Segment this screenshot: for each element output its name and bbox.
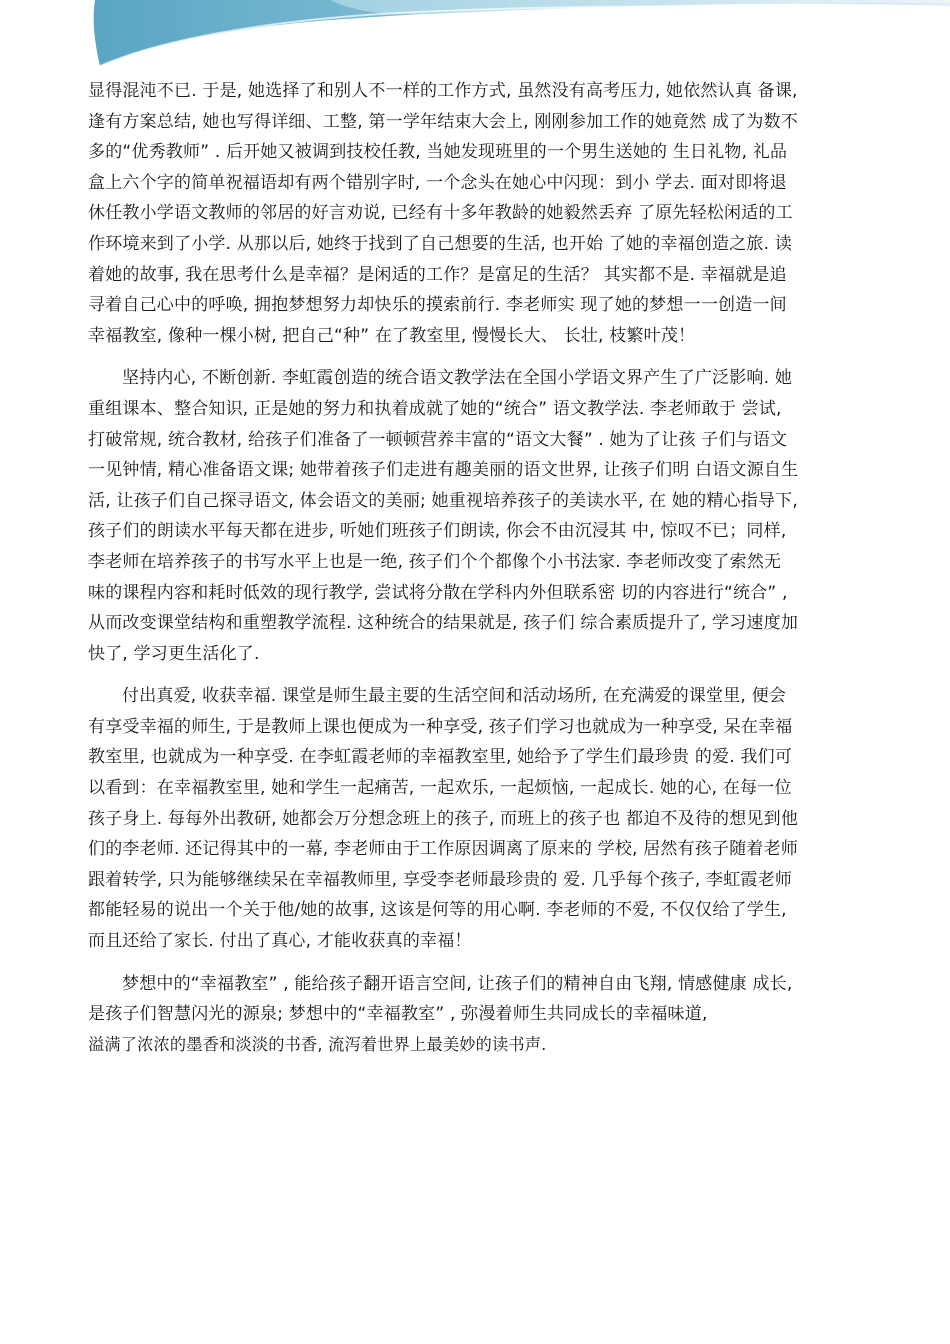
text-line: 幸福教室, 像种一棵小树, 把自己“种” 在了教室里, 慢慢长大、 长壮, 枝繁叶茂！: [88, 325, 696, 346]
text-line: 而且还给了家长. 付出了真心, 才能收获真的幸福！: [88, 931, 472, 952]
paragraph-3: [88, 681, 878, 956]
document-body: [88, 76, 878, 1060]
text-line: 们的李老师. 还记得其中的一幕, 李老师由于工作原因调离了原来的 学校, 居然有孩子随着老师: [88, 839, 799, 860]
text-line: 作环境来到了小学. 从那以后, 她终于找到了自己想要的生活, 也开始 了她的幸福创造之旅. 读: [88, 233, 793, 254]
text-line: 盒上六个字的简单祝福语却有两个错别字时, 一个念头在她心中闪现：到小 学去. 面对即将退: [88, 172, 787, 193]
text-line: 着她的故事, 我在思考什么是幸福？是闲适的工作？是富足的生活？ 其实都不是. 幸福就是追: [88, 264, 787, 285]
text-line: 是孩子们智慧闪光的源泉; 梦想中的“幸福教室” , 弥漫着师生共同成长的幸福味道,: [88, 1004, 708, 1025]
text-line: 重组课本、整合知识, 正是她的努力和执着成就了她的“统合” 语文教学法. 李老师敢于 尝试,: [88, 398, 782, 419]
paragraph-2: [88, 363, 878, 669]
text-line: 味的课程内容和耗时低效的现行教学, 尝试将分散在学科内外但联系密 切的内容进行“统合” ,: [88, 582, 788, 603]
text-line: 李老师在培养孩子的书写水平上也是一绝, 孩子们个个都像个小书法家. 李老师改变了索然无: [88, 551, 782, 572]
text-line: 跟着转学, 只为能够继续呆在幸福教师里, 享受李老师最珍贵的 爱. 几乎每个孩子, 李虹霞老师: [88, 869, 793, 890]
text-line: 孩子们的朗读水平每天都在进步, 听她们班孩子们朗读, 你会不由沉浸其 中, 惊叹不已；同样,: [88, 521, 787, 542]
text-line: 梦想中的“幸福教室” , 能给孩子翻开语言空间, 让孩子们的精神自由飞翔, 情感健康 成长,: [122, 973, 793, 994]
text-line: 快了, 学习更生活化了.: [88, 643, 260, 664]
text-line: 从而改变课堂结构和重塑教学流程. 这种统合的结果就是, 孩子们 综合素质提升了, 学习速度加: [88, 613, 799, 634]
paragraph-4: [88, 969, 878, 1061]
text-line: 以看到：在幸福教室里, 她和学生一起痛苦, 一起欢乐, 一起烦恼, 一起成长. 她的心, 在每一位: [88, 778, 792, 799]
text-line: 打破常规, 统合教材, 给孩子们准备了一顿顿营养丰富的“语文大餐” . 她为了让孩 子们与语文: [88, 429, 788, 450]
text-line: 都能轻易的说出一个关于他/她的故事, 这该是何等的用心啊. 李老师的不爱, 不仅仅给了学生,: [88, 900, 787, 921]
text-line: 教室里, 也就成为一种享受. 在李虹霞老师的幸福教室里, 她给予了学生们最珍贵 的爱. 我们可: [88, 747, 793, 768]
header-wave-decoration: [0, 0, 950, 70]
text-line: 显得混沌不已. 于是, 她选择了和别人不一样的工作方式, 虽然没有高考压力, 她依然认真 备课,: [88, 81, 798, 101]
text-line: 休任教小学语文教师的邻居的好言劝说, 已经有十多年教龄的她毅然丢弃 了原先轻松闲适的工: [88, 203, 793, 224]
text-line: 一见钟情, 精心准备语文课; 她带着孩子们走进有趣美丽的语文世界, 让孩子们明 白语文源自生: [88, 460, 799, 481]
paragraph-1: [88, 76, 878, 351]
text-line: 溢满了浓浓的墨香和淡淡的书香, 流泻着世界上最美妙的读书声.: [88, 1034, 547, 1054]
text-line: 多的“优秀教师” . 后开她又被调到技校任教, 当她发现班里的一个男生送她的 生日礼物, 礼品: [88, 142, 788, 163]
text-line: 坚持内心, 不断创新. 李虹霞创造的统合语文教学法在全国小学语文界产生了广泛影响. 她: [122, 368, 793, 389]
text-line: 活, 让孩子们自己探寻语文, 体会语文的美丽; 她重视培养孩子的美读水平, 在 她的精心指导下,: [88, 490, 798, 511]
text-line: 有享受幸福的师生, 于是教师上课也便成为一种享受, 孩子们学习也就成为一种享受, 呆在幸福: [88, 716, 793, 737]
text-line: 寻着自己心中的呼唤, 拥抱梦想努力却快乐的摸索前行. 李老师实 现了她的梦想一一创造一间: [88, 295, 787, 316]
text-line: 付出真爱, 收获幸福. 课堂是师生最主要的生活空间和活动场所, 在充满爱的课堂里, 便会: [122, 686, 787, 707]
text-line: 逢有方案总结, 她也写得详细、工整, 第一学年结束大会上, 刚刚参加工作的她竟然 成了为数不: [88, 111, 799, 132]
text-line: 孩子身上. 每每外出教研, 她都会万分想念班上的孩子, 而班上的孩子也 都迫不及待的想见到他: [88, 808, 799, 829]
